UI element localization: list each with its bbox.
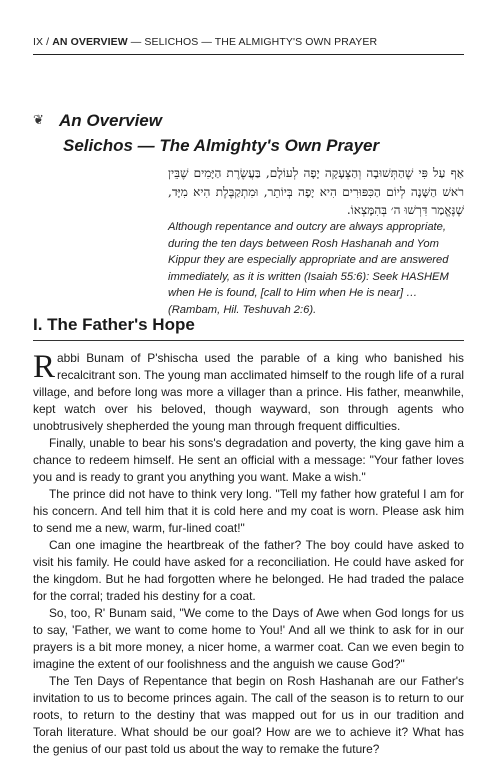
section-rule <box>33 340 464 341</box>
running-head-rest: — SELICHOS — THE ALMIGHTY'S OWN PRAYER <box>127 36 378 48</box>
fleuron-ornament-icon: ❦ <box>33 112 44 127</box>
header-rule <box>33 54 464 55</box>
paragraph-6: The Ten Days of Repentance that begin on Rosh Hashanah are our Father's invitation to us to become princes again. The call of the season is to return to our roots, to return to the destiny that was mapped out for us in our tradition and Torah literature. What should be our goal? How are we to achieve it? What has the genius of our past told us about the way to remake the future? <box>33 674 464 756</box>
paragraph-5: So, too, R' Bunam said, "We come to the Days of Awe when God longs for us to say, 'Father, we want to come home to You!' And all we think to ask for in our prayers is a bit more money, a nicer home, a warmer coat. Can we even begin to imagine the extent of our foolishness and the anguish we cause God?" <box>33 606 464 671</box>
title-line-2: Selichos — The Almighty's Own Prayer <box>63 136 380 155</box>
chapter-title <box>33 107 473 158</box>
running-head-prefix: IX / <box>33 36 53 48</box>
paragraph-1 <box>33 350 464 435</box>
epigraph-hebrew: אַף עַל פִּי שֶׁהַתְּשׁוּבָה וְהַצְּעָקָה יָפָה לְעוֹלָם, בַּעֲשֶׂרֶת הַיָּמִים שֶׁבֵּין רֹאשׁ הַשָּׁנָה לְיוֹם הַכִּפּוּרִים הִיא יָפָה בְּיוֹתֵר, וּמִתְקַבֶּלֶת הִיא מִיָּד, שֶׁנֶּאֱמַר דִּרְשׁוּ ה׳ בְּהִמָּצְאוֹ. <box>168 166 464 217</box>
section-heading: I. The Father's Hope <box>33 315 195 334</box>
title-overview: An Overview <box>59 111 162 130</box>
body-text <box>33 350 464 758</box>
epigraph-english: Although repentance and outcry are always appropriate, during the ten days between Rosh Hashanah and Yom Kippur they are especially appropriate and are answered immediately, as it is written (Isaiah 55:6): Seek HASHEM when He is found, [call to Him when He is near] … (Rambam, Hil. Teshuvah 2:6). <box>168 221 449 316</box>
running-head <box>33 36 377 48</box>
running-head-section: AN OVERVIEW <box>52 36 128 48</box>
paragraph-2: Finally, unable to bear his sons's degradation and poverty, the king gave him a chance to redeem himself. He sent an official with a message: "Your father loves you and is ready to grant you anything you want. Make a wish." <box>33 436 464 484</box>
paragraph-4: Can one imagine the heartbreak of the father? The boy could have asked to visit his family. He could have asked for a reconciliation. He could have asked for the kingdom. But he had forgotten where he belonged. He had traded the palace for the corral; traded his destiny for a coat. <box>33 538 464 603</box>
paragraph-1-text: abbi Bunam of P'shischa used the parable of a king who banished his recalcitrant son. The young man acclimated himself to the rough life of a rural village, and before long was more a villager than a prince. His father, meanwhile, kept watch over his beloved, though wayward, son through agents who unobtrusively shepherded the young man through frequent difficulties. <box>33 351 464 433</box>
paragraph-3: The prince did not have to think very long. "Tell my father how grateful I am for his concern. And tell him that it is cold here and my coat is worn. Please ask him to send me a new, warm, fur-lined coat!" <box>33 487 464 535</box>
title-line-1 <box>33 107 473 133</box>
drop-cap: R <box>33 349 56 385</box>
